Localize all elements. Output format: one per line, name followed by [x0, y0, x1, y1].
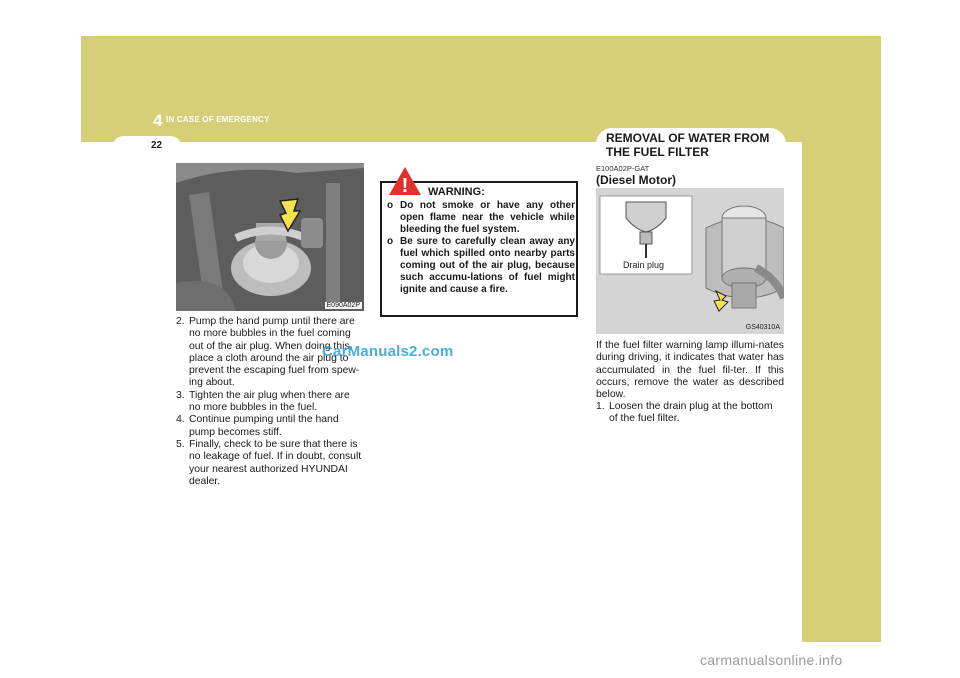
page-number-tab [112, 136, 182, 154]
list-item [176, 390, 364, 415]
list-item-number: 5. [176, 438, 185, 450]
list-item [596, 401, 784, 426]
warning-title: WARNING: [428, 186, 485, 198]
chapter-title: IN CASE OF EMERGENCY [166, 115, 270, 124]
list-item-text: Finally, check to be sure that there is no leakage of fuel. If in doubt, consult your nearest authorized HYUNDAI dealer. [189, 438, 362, 487]
list-item [176, 414, 364, 439]
list-item-number: 2. [176, 316, 185, 327]
warning-text: Be sure to carefully clean away any fuel which spilled onto nearby parts coming out of the air plug, because such accumu-lations of fuel might ignite and cause a fire. [400, 236, 575, 295]
list-item-number: 4. [176, 414, 185, 426]
warning-triangle-icon [388, 166, 422, 201]
section-title: REMOVAL OF WATER FROM THE FUEL FILTER [606, 131, 770, 159]
procedure-list [176, 316, 364, 488]
watermark-link[interactable]: CarManuals2.com [322, 343, 454, 360]
photo-code: E090A02P [326, 302, 360, 309]
warning-icon-glyph: ! [401, 175, 409, 196]
header-band [81, 36, 881, 142]
right-margin-band [802, 36, 881, 642]
warning-bullet: o [387, 236, 394, 247]
list-item-text: Pump the hand pump until there are no more bubbles in the fuel coming out of the air plug. When doing this, place a cloth around the air plug to prevent the escaping fuel from spew-ing about. [189, 316, 360, 389]
engine-bay-illustration [176, 163, 364, 311]
warning-item [387, 236, 575, 296]
diagram-code: GS40310A [745, 324, 780, 331]
warning-bullet: o [387, 200, 394, 211]
subheading: (Diesel Motor) [596, 173, 677, 187]
warning-list [387, 200, 575, 296]
list-item-text: Tighten the air plug when there are no more bubbles in the fuel. [189, 389, 350, 414]
body-paragraph: If the fuel filter warning lamp illumi-nates during driving, it indicates that water has accumulated in the fuel fil-ter. If this occurs, remove the water as described below. [596, 340, 784, 401]
list-item-number: 3. [176, 389, 185, 401]
footer-watermark: carmanualsonline.info [700, 652, 843, 668]
section-code: E100A02P-GAT [596, 164, 650, 173]
list-item-text: Loosen the drain plug at the bottom of the fuel filter. [609, 401, 773, 425]
fuel-filter-diagram [596, 188, 784, 334]
warning-item [387, 200, 575, 236]
list-item-number: 1. [596, 401, 605, 412]
warning-text: Do not smoke or have any other open flame near the vehicle while bleeding the fuel system. [400, 200, 575, 235]
list-item-text: Continue pumping until the hand pump becomes stiff. [189, 414, 339, 438]
engine-bay-photo [176, 163, 364, 311]
drain-plug-label: Drain plug [623, 260, 665, 270]
list-item [176, 439, 364, 488]
chapter-number: 4 [153, 111, 163, 130]
page-number: 22 [151, 140, 163, 151]
